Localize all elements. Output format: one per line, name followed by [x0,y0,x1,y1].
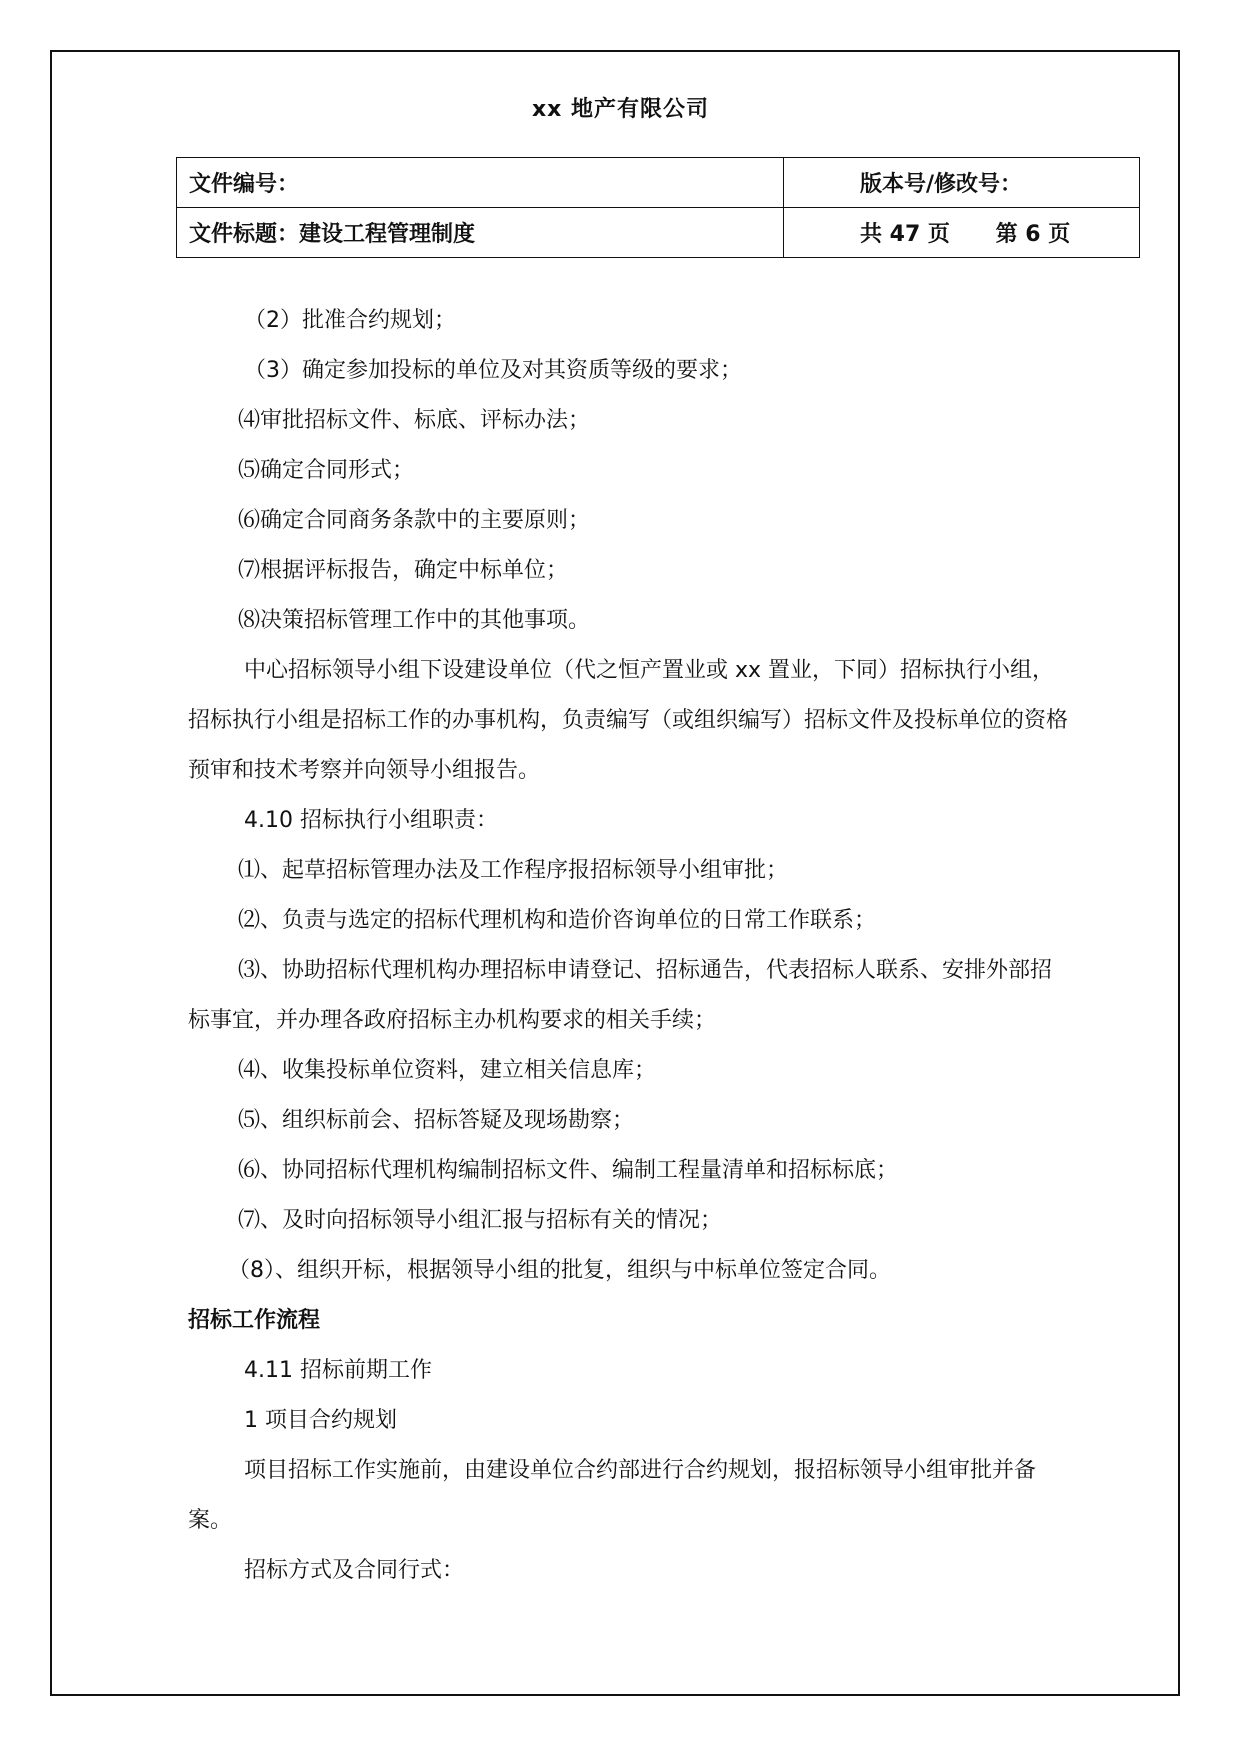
list-item: ⑺、及时向招标领导小组汇报与招标有关的情况； [238,1208,723,1233]
list-item: ⑴、起草招标管理办法及工作程序报招标领导小组审批； [238,858,789,883]
company-name: xx 地产有限公司 [531,97,710,122]
list-item: （8）、组织开标，根据领导小组的批复，组织与中标单位签定合同。 [228,1258,891,1283]
document-title-cell: 文件标题：建设工程管理制度 [177,208,784,258]
list-item: （3）确定参加投标的单位及对其资质等级的要求； [244,358,742,383]
list-item: ⑸确定合同形式； [238,458,415,483]
section-heading-4-10: 4.10 招标执行小组职责： [244,808,498,833]
list-item: ⑷审批招标文件、标底、评标办法； [238,408,591,433]
list-item: 1 项目合约规划 [244,1408,397,1433]
document-body [188,296,1068,1596]
version-cell: 版本号/修改号： [784,158,1140,208]
page-info-cell [784,208,1140,258]
list-item: （2）批准合约规划； [244,308,456,333]
paragraph: 项目招标工作实施前，由建设单位合约部进行合约规划，报招标领导小组审批并备案。 [188,1458,1037,1533]
list-item: ⑸、组织标前会、招标答疑及现场勘察； [238,1108,635,1133]
list-item: ⑹、协同招标代理机构编制招标文件、编制工程量清单和招标标底； [238,1158,899,1183]
list-item: ⑹确定合同商务条款中的主要原则； [238,508,591,533]
document-header-table [176,157,1140,258]
page-number: 第 6 页 [995,222,1071,247]
total-pages: 共 47 页 [860,222,950,247]
flow-heading: 招标工作流程 [188,1308,321,1333]
list-item: ⑶、协助招标代理机构办理招标申请登记、招标通告，代表招标人联系、安排外部招标事宜，并办理各政府招标主办机构要求的相关手续； [188,958,1053,1033]
file-number-cell: 文件编号： [177,158,784,208]
paragraph: 中心招标领导小组下设建设单位（代之恒产置业或 xx 置业，下同）招标执行小组，招标执行小组是招标工作的办事机构，负责编写（或组织编写）招标文件及投标单位的资格预审和技术考察并向领导小组报告。 [188,658,1069,783]
list-item: ⑷、收集投标单位资料，建立相关信息库； [238,1058,657,1083]
section-heading-4-11: 4.11 招标前期工作 [244,1358,432,1383]
list-item: ⑻决策招标管理工作中的其他事项。 [238,608,591,633]
list-item: ⑺根据评标报告，确定中标单位； [238,558,569,583]
paragraph: 招标方式及合同行式： [244,1558,465,1583]
list-item: ⑵、负责与选定的招标代理机构和造价咨询单位的日常工作联系； [238,908,877,933]
